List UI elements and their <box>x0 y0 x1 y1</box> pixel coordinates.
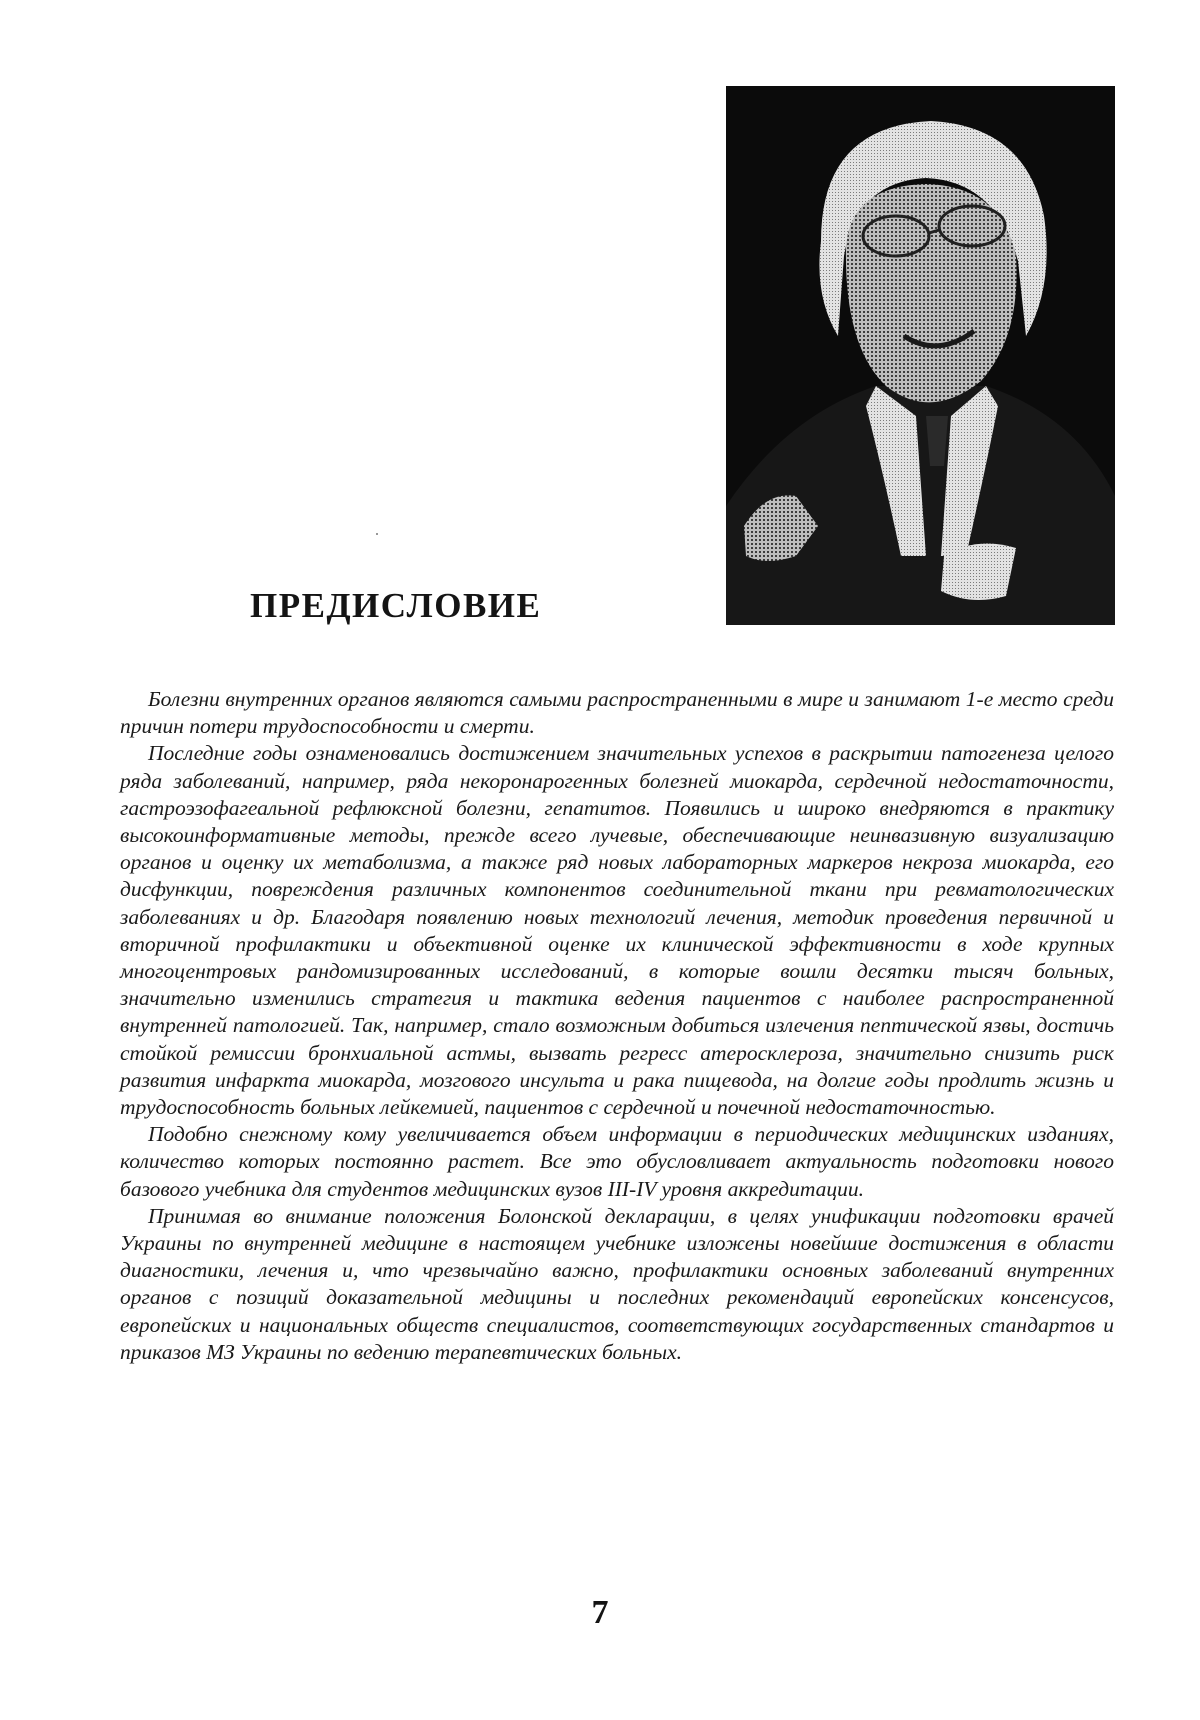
paragraph: Подобно снежному кому увеличивается объем информации в периодических медицинских изданиях, количество которых постоянно растет. Все это обусловливает актуальность подготовки нового базового учебника для студентов медицинских вузов III-IV уровня аккредитации. <box>120 1122 1114 1201</box>
paragraph: Принимая во внимание положения Болонской декларации, в целях унификации подготовки врачей Украины по внутренней медицине в настоящем учебнике изложены новейшие достижения в области диагностики, лечения и, что чрезвычайно важно, профилактики основных заболеваний внутренних органов с позиций доказательной медицины и последних рекомендаций европейских консенсусов, европейских и национальных обществ специалистов, соответствующих государственных стандартов и приказов МЗ Украины по ведению терапевтических больных. <box>120 1203 1114 1364</box>
page-number: 7 <box>591 1594 609 1631</box>
body-text <box>120 686 1114 1366</box>
speck <box>376 533 378 535</box>
paragraph: Болезни внутренних органов являются самыми распространенными в мире и занимают 1-е место среди причин потери трудоспособности и смерти. <box>120 687 1114 739</box>
paragraph: Последние годы ознаменовались достижением значительных успехов в раскрытии патогенеза целого ряда заболеваний, например, ряда некоронарогенных болезней миокарда, сердечной недостаточности, гастроэзофагеальной рефлюксной болезни, гепатитов. Появились и широко внедряются в практику высокоинформативные методы, прежде всего лучевые, обеспечивающие неинвазивную визуализацию органов и оценку их метаболизма, а также ряд новых лабораторных маркеров некроза миокарда, его дисфункции, повреждения различных компонентов соединительной ткани при ревматологических заболеваниях и др. Благодаря появлению новых технологий лечения, методик проведения первичной и вторичной профилактики и объективной оценке их клинической эффективности в ходе крупных многоцентровых рандомизированных исследований, в которые вошли десятки тысяч больных, значительно изменились стратегия и тактика ведения пациентов с наиболее распространенной внутренней патологией. Так, например, стало возможным добиться излечения пептической язвы, достичь стойкой ремиссии бронхиальной астмы, вызвать регресс атеросклероза, значительно снизить риск развития инфаркта миокарда, мозгового инсульта и рака пищевода, на долгие годы продлить жизнь и трудоспособность больных лейкемией, пациентов с сердечной и почечной недостаточностью. <box>120 741 1114 1120</box>
author-portrait-photo <box>726 86 1115 625</box>
page-heading: ПРЕДИСЛОВИЕ <box>250 586 542 625</box>
